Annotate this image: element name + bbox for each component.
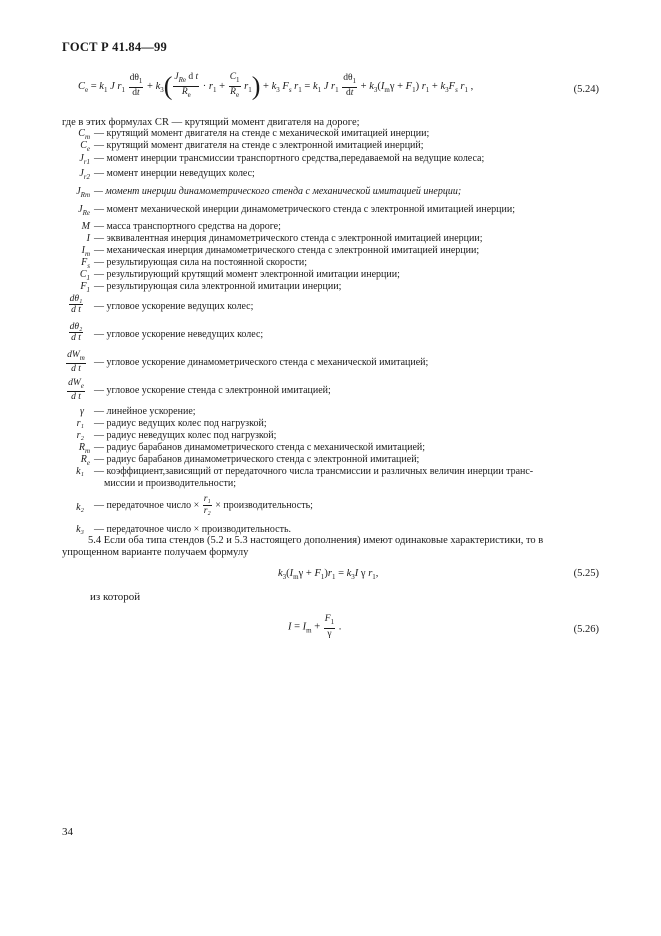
fraction-definition-row: $\frac{dW_e}{\text{d t}}$ — угловое ускорение стенда с электронной имитацией; bbox=[68, 378, 331, 402]
page-number: 34 bbox=[62, 826, 73, 838]
equation-5-24: $C_e = k_1$ J $r_1$ $\frac{d\theta_1}{dt}$ + $k_3$( $\frac{J_{Re} d t}{R_e}$ · $r_1$ + $\frac{C_1}{R_e}$ $r_1) + k_3$ $F_s$ $r_1 = k_1$ J $r_1$ $\frac{d\theta_1}{dt}$ + $k_3(I_m\gamma + F_1) r_1 + k_3F_s$ $r_1$ , bbox=[78, 71, 474, 101]
fraction-definition-row: $\frac{\text{dθ₂}}{\text{d t}}$ — угловое ускорение неведущих колес; bbox=[69, 322, 264, 343]
equation-5-26-number: (5.26) bbox=[573, 624, 599, 635]
fraction-definition-row: $\frac{dW_m}{\text{d t}}$ — угловое ускорение динамометрического стенда с механической имитацией; bbox=[67, 350, 429, 374]
equation-5-24-number: (5.24) bbox=[573, 84, 599, 95]
fraction-definition-row: $\frac{\text{dθ₁}}{\text{d t}}$ — угловое ускорение ведущих колес; bbox=[69, 294, 254, 315]
paragraph-5-4-line1: 5.4 Если оба типа стендов (5.2 и 5.3 настоящего дополнения) имеют одинаковые характеристики, то в bbox=[88, 535, 544, 546]
equation-5-25-number: (5.25) bbox=[573, 568, 599, 579]
paragraph-5-4-line2: упрощенном варианте получаем формулу bbox=[62, 547, 249, 558]
document-page: ГОСТ Р 41.84—99 $C_e = k_1$ J $r_1$ $\frac{d\theta_1}{dt}$ + $k_3$( $\frac{J_{Re} d t}{R_e}$ · $r_1$ + $\frac{C_1}{R_e}$ $r_1) + k_3$ $F_s$ $r_1 = k_1$ J $r_1$ $\frac{d\theta_1}{dt}$ + $k_3(I_m\gamma + F_1) r_1 + k_3F_s$ $r_1$ , (5.24) где в этих формулах CR — крутящий момент двигателя на дороге; $C_m$ — крутящий момент двигателя на стенде с механической имитацией инерции; $C_e$ — крутящий момент двигателя на стенде с электронной имитацией инерций; $J_{r1}$ — момент инерции трансмиссии транспортного средства,передаваемой на ведущие колеса; $J_{r2}$ — момент инерции неведущих колес; $J_{Rm}$ — момент инерции динамометрического стенда с механической имитацией инерции; $J_{Re}$ — момент механической инерции динамометрического стенда с электронной имитацией инерции; M — масса транспортного средства на дороге; I — эквивалентная инерция динамометрического стенда с электронной имитацией инерции; $I_m$ — механическая инерция динамометрического стенда с электронной имитацией инерции; $F_s$ — результирующая сила на постоянной скорости; $C_1$ — результирующий крутящий момент электронной имитации инерции; $F_1$ — результирующая сила электронной имитации инерции; $\frac{\text{dθ₁}}{\text{d t}}$ — угловое ускорение ведущих колес; $\frac{\text{dθ₂}}{\text{d t}}$ — угловое ускорение неведущих колес; $\frac{dW_m}{\text{d t}}$ — угловое ускорение динамометрического стенда с механической имитацией; $\frac{dW_e}{\text{d t}}$ — угловое ускорение стенда с электронной имитацией; γ — линейное ускорение; r₁ — радиус ведущих колес под нагрузкой; r₂ — радиус неведущих колес под нагрузкой; $R_m$ — радиус барабанов динамометрического стенда с механической имитацией; $R_e$ — радиус барабанов динамометрического стенда с электронной имитацией; k₁ — коэффициент,зависящий от передаточного числа трансмиссии и различных величин инерции транс- миссии и производительности; k₂ — передаточное число × $\frac{\text{r₁}}{\text{r₂}}$ × производительность; k₃ — передаточное число × производительность. 5.4 Если оба типа стендов (5.2 и 5.3 настоящего дополнения) имеют одинаковые характеристики, то в упрощенном варианте получаем формулу $k_3(I_m\gamma + F_1)r_1 = k_3I$ γ $r_1$, (5.25) из которой $I = I_m$ + $\frac{F_1}{\gamma}$ . (5.26) 34 bbox=[0, 0, 661, 936]
intro-line: где в этих формулах CR — крутящий момент двигателя на дороге; bbox=[62, 117, 360, 128]
equation-5-26: $I = I_m$ + $\frac{F_1}{\gamma}$ . bbox=[288, 614, 342, 639]
document-code: ГОСТ Р 41.84—99 bbox=[62, 40, 167, 54]
definition-row-k2: k₂ — передаточное число × $\frac{\text{r₁}}{\text{r₂}}$ × производительность; bbox=[76, 494, 313, 516]
equation-5-25: $k_3(I_m\gamma + F_1)r_1 = k_3I$ γ $r_1$, bbox=[278, 568, 379, 582]
from-which-text: из которой bbox=[90, 591, 141, 603]
